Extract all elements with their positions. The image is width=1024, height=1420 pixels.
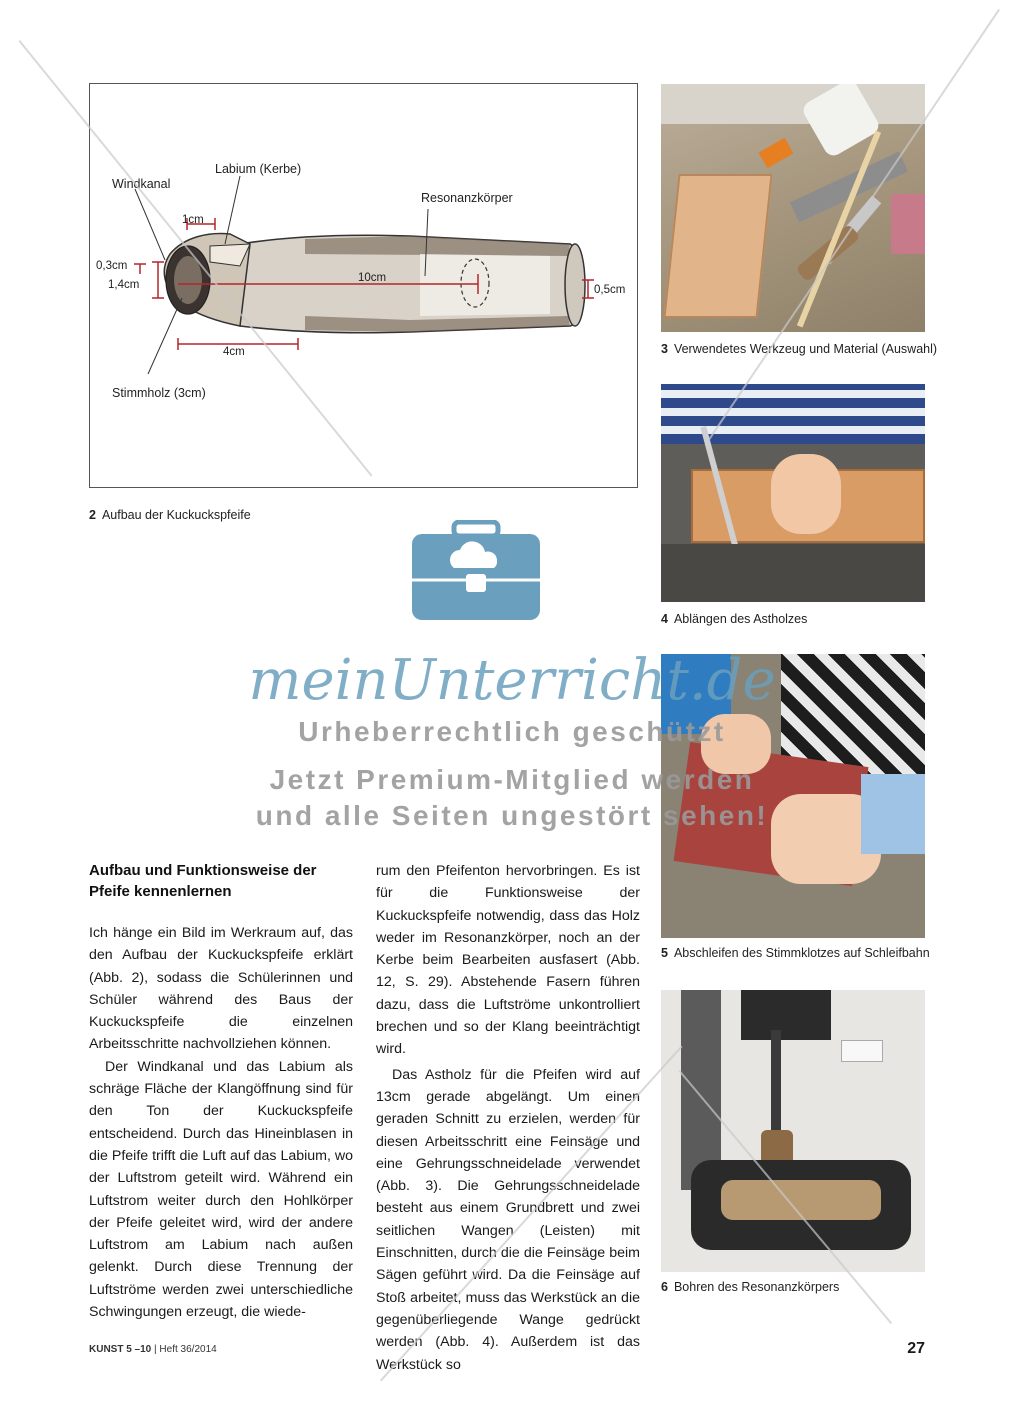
whistle-illustration <box>90 84 639 489</box>
caption-text: Bohren des Resonanzkörpers <box>673 1280 840 1294</box>
caption-text: Verwendetes Werkzeug und Material (Auswahl) <box>673 342 938 356</box>
caption-figure-2 <box>89 508 251 522</box>
paragraph: Ich hänge ein Bild im Werkraum auf, das den Aufbau der Kuckuckspfeife erklärt (Abb. 2), sodass die Schülerinnen und Schüler während des Baus der Kuckuckspfeife die einzelnen Arbeitsschritte nachvollziehen können. <box>89 925 353 1053</box>
journal-name: KUNST 5 –10 <box>89 1344 152 1355</box>
watermark-copyright: Urheberrechtlich geschützt <box>298 716 726 747</box>
caption-number: 6 <box>661 1280 668 1294</box>
label-dim-1-4cm: 1,4cm <box>108 279 140 291</box>
photo-tools-and-material <box>661 84 925 332</box>
journal-issue: Heft 36/2014 <box>159 1344 217 1355</box>
label-labium: Labium (Kerbe) <box>215 162 302 176</box>
label-resonanzkoerper: Resonanzkörper <box>421 191 513 205</box>
caption-photo-6 <box>661 1280 839 1294</box>
label-dim-0-3cm: 0,3cm <box>96 260 128 272</box>
label-windkanal: Windkanal <box>112 177 171 191</box>
caption-number: 4 <box>661 612 668 626</box>
label-dim-10cm: 10cm <box>358 272 387 284</box>
article-column-1 <box>89 922 353 1323</box>
caption-number: 3 <box>661 342 668 356</box>
caption-photo-5 <box>661 946 930 960</box>
watermark-premium-line1: Jetzt Premium-Mitglied werden <box>269 764 755 795</box>
label-stimmholz: Stimmholz (3cm) <box>112 386 206 400</box>
article-heading: Aufbau und Funktionsweise der Pfeife kennenlernen <box>89 862 317 900</box>
paragraph: rum den Pfeifenton hervorbringen. Es ist für die Funktionsweise der Kuckuckspfeife notwendig, dass das Holz weder im Resonanzkörper, noch an der Kerbe beim Bearbeiten ausfasert (Abb. 12, S. 29). Abstehende Fasern führen dazu, dass die Luftströme unkontrolliert brechen und so der Klang beeinträchtigt wird. <box>376 863 640 1058</box>
photo-drilling-resonator <box>661 990 925 1272</box>
caption-number: 5 <box>661 946 668 960</box>
paragraph: Das Astholz für die Pfeifen wird auf 13cm gerade abgelängt. Um einen geraden Schnitt zu erzielen, werden für diesen Arbeitsschritt eine Feinsäge und eine Gehrungsschneidelade verwendet (Abb. 3). Die Gehrungsschneidelade besteht aus einem Grundbrett und zwei seitlichen Wangen (Leisten) mit Einschnitten, durch die die Feinsäge beim Sägen geführt wird. Da die Feinsäge auf Stoß arbeitet, muss das Werkstück an die gegenüberliegende Wange gedrückt werden (Abb. 4). Außerdem ist das Werkstück so <box>376 1066 640 1373</box>
figure-2-diagram <box>89 83 638 488</box>
article-column-2 <box>376 860 640 1376</box>
watermark-logo: meinUnterricht.de <box>248 648 776 713</box>
caption-text: Abschleifen des Stimmklotzes auf Schleifbahn <box>673 946 930 960</box>
photo-sawing-branch <box>661 384 925 602</box>
footer-separator: | <box>154 1344 160 1355</box>
page-number: 27 <box>907 1340 925 1357</box>
footer-journal <box>89 1344 217 1355</box>
caption-photo-4 <box>661 612 807 626</box>
paragraph: Der Windkanal und das Labium als schräge Fläche der Klangöffnung sind für den Ton der Kuckuckspfeife entscheidend. Durch das Hineinblasen in die Pfeife trifft die Luft auf das Labium, wo der Luftstrom geteilt wird. Während ein Luftstrom weiter durch den Hohlkörper der Pfeife geleitet wird, wird der andere Luftstrom am Labium nach außen gelenkt. Durch diese Trennung der Luftströme werden zwei unterschiedliche Schwingungen erzeugt, die wiede- <box>89 1058 353 1321</box>
caption-number: 2 <box>89 508 96 522</box>
caption-photo-3 <box>661 342 937 356</box>
caption-text: Ablängen des Astholzes <box>673 612 808 626</box>
watermark-premium-line2: und alle Seiten ungestört sehen! <box>255 800 769 831</box>
caption-text: Aufbau der Kuckuckspfeife <box>101 508 251 522</box>
label-dim-4cm: 4cm <box>223 346 245 358</box>
label-dim-0-5cm: 0,5cm <box>594 284 626 296</box>
briefcase-cloud-icon <box>410 520 542 622</box>
label-dim-1cm: 1cm <box>182 214 204 226</box>
